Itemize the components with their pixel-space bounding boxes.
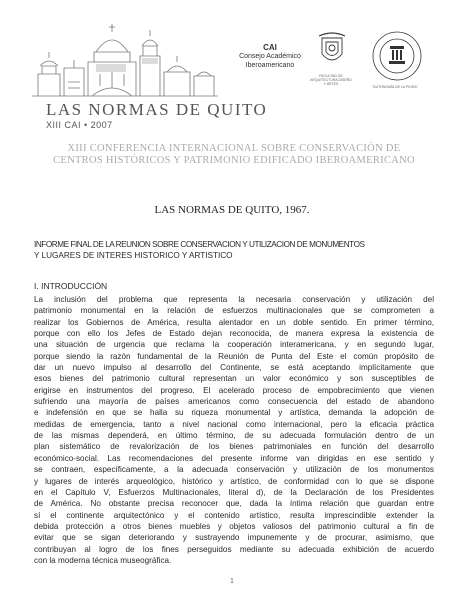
- body-line: patrimonio monumental en la relación de esfuerzos multinacionales que se comprometen a: [34, 306, 434, 316]
- body-line: y lugares de interés arqueológico, histórico y artístico, de conformidad con lo que se dispone: [34, 476, 434, 486]
- body-paragraph: [34, 294, 434, 566]
- university-seal-icon: [316, 32, 348, 72]
- body-line: e indefensión en que se halla su riqueza monumental y artística, demanda la adopción de: [34, 408, 434, 418]
- logo-subtitle: XIII CAI • 2007: [46, 120, 113, 130]
- cai-line1: Consejo Académico: [239, 53, 301, 60]
- body-line: dar un nuevo impulso al desarrollo del Continente, se está aceptando implícitamente que: [34, 363, 434, 373]
- body-line: de las mismas dependerá, en último término, de su adecuada formulación dentro de un: [34, 431, 434, 441]
- report-heading: [34, 239, 436, 261]
- body-line: esos bienes del patrimonio cultural representan un valor económico y son susceptibles de: [34, 374, 434, 384]
- cathedral-logo-illustration: [30, 22, 220, 100]
- faculty-seal-icon: [368, 30, 426, 86]
- body-line: porque siendo la razón fundamental de la Reunión de Punta del Este el común propósito de: [34, 351, 434, 361]
- body-line: se contraen, específicamente, a la adecuada conservación y utilización de los monumentos: [34, 465, 434, 475]
- body-line: plan sistemático de revalorización de los bienes patrimoniales en función del desarrollo: [34, 442, 434, 452]
- body-line: económico-social. Las recomendaciones del presente informe van dirigidas en ese sentido y: [34, 453, 434, 463]
- body-line: realizar los Gobiernos de América, resulta alentador en un doble sentido. En primer término,: [34, 317, 434, 327]
- report-heading-line2: Y LUGARES DE INTERES HISTORICO Y ARTISTICO: [34, 251, 233, 260]
- report-heading-line1: INFORME FINAL DE LA REUNION SOBRE CONSERVACION Y UTILIZACION DE MONUMENTOS: [34, 240, 365, 249]
- body-line: contribuyan al logro de los fines perseguidos mediante su adecuada exhibición de acuerdo: [34, 544, 434, 554]
- conference-line1: XIII CONFERENCIA INTERNACIONAL SOBRE CONSERVACIÓN DE: [67, 143, 401, 154]
- body-line: una situación de urgencia que reclama la cooperación interamericana, y en segundo lugar,: [34, 340, 434, 350]
- body-line: sí el continente arquitectónico y el contenido artístico, resulta imprescindible extender la: [34, 510, 434, 520]
- logo-title: LAS NORMAS DE QUITO: [46, 100, 268, 119]
- body-line: debida protección a otros bienes muebles y objetos valiosos del patrimonio cultural a fin de: [34, 521, 434, 531]
- page-number: 1: [230, 578, 234, 585]
- cai-acronym: CAI: [263, 43, 277, 52]
- cai-logo: [238, 43, 302, 70]
- body-line: con la moderna técnica museográfica.: [34, 555, 172, 565]
- body-line: sufriendo una mayoría de países americanos como consecuencia del estado de abandono: [34, 397, 434, 407]
- section-heading: I. INTRODUCCIÓN: [34, 281, 108, 291]
- body-line: evitar que se sigan deteriorando y sustrayendo impunemente y de procurar, asimismo, que: [34, 533, 434, 543]
- document-title: LAS NORMAS DE QUITO, 1967.: [154, 204, 310, 216]
- body-line: porque con ello los Jefes de Estado dejan reconocida, de manera expresa la existencia de: [34, 329, 434, 339]
- conference-line2: CENTROS HISTÓRICOS Y PATRIMONIO EDIFICADO IBEROAMERICANO: [53, 155, 415, 166]
- body-line: en el Capítulo V, Esfuerzos Multinacionales, literal d), de la Declaración de los Presidentes: [34, 487, 434, 497]
- body-line: La inclusión del problema que representa la necesaria conservación y utilización del: [34, 295, 434, 304]
- body-line: medidas de emergencia, tanto a nivel nacional como internacional, pero la eficacia práctica: [34, 419, 434, 429]
- conference-heading: [36, 143, 432, 167]
- seal1-caption: FACULTAD DE ARQUITECTURA DISEÑO Y ARTES: [310, 74, 352, 86]
- page-header: [0, 0, 464, 140]
- seal2-caption: "AUTONOMÍA DE LA PIURA": [372, 85, 418, 89]
- body-line: de América. No obstante precisa reconocer que, dada la íntima relación que guardan entre: [34, 499, 434, 509]
- body-line: erigirse en instrumentos del progreso. El acelerado proceso de empobrecimiento que vienen: [34, 385, 434, 395]
- cai-line2: Iberoamericano: [245, 62, 295, 69]
